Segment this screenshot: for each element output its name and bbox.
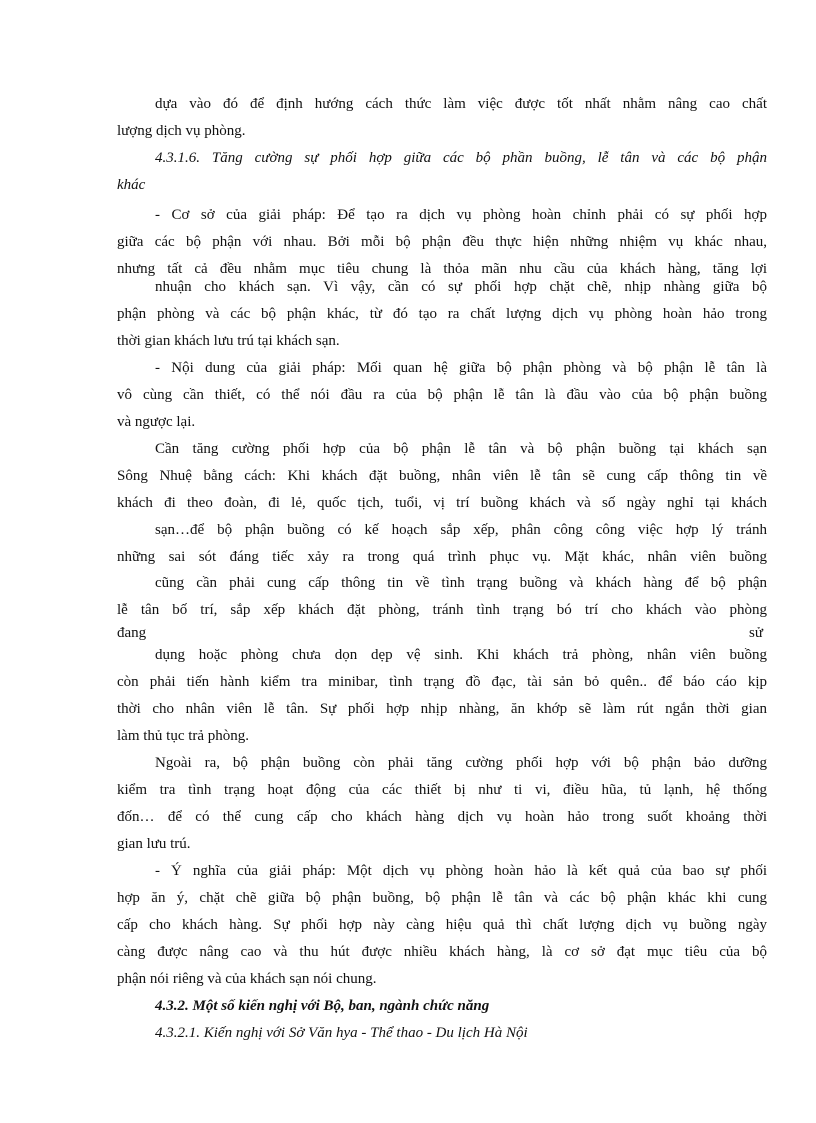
text-line: cũng cần phải cung cấp thông tin về tình trạng buồng và khách hàng để bộ phận — [155, 575, 767, 591]
section-heading-4-3-1-6: 4.3.1.6. Tăng cường sự phối hợp giữa các bộ phần buồng, lễ tân và các bộ phận — [155, 150, 767, 166]
text-line: dụng hoặc phòng chưa dọn dẹp vệ sinh. Khi khách trả phòng, nhân viên buồng — [155, 647, 767, 663]
text-line: nhưng tất cả đều nhằm mục tiêu chung là thỏa mãn nhu cầu của khách hàng, tăng lợi — [117, 261, 767, 277]
text-line: đang — [117, 625, 147, 641]
text-line: sạn…để bộ phận buồng có kế hoạch sắp xếp, phân công công việc hợp lý tránh — [155, 522, 767, 538]
section-heading-continuation: khác — [117, 177, 146, 193]
text-line: còn phải tiến hành kiểm tra minibar, tình trạng đồ đạc, tài sản bỏ quên.. để báo cáo kịp — [117, 674, 767, 690]
text-line: Cần tăng cường phối hợp của bộ phận lễ tân và bộ phận buồng tại khách sạn — [155, 441, 767, 457]
text-line: lễ tân bố trí, sắp xếp khách đặt phòng, tránh tình trạng bó trí cho khách vào phòng — [117, 602, 767, 618]
section-heading-4-3-2-1: 4.3.2.1. Kiến nghị với Sở Văn hya - Thể thao - Du lịch Hà Nội — [155, 1025, 528, 1041]
text-line: thời cho nhân viên lễ tân. Sự phối hợp nhịp nhàng, ăn khớp sẽ làm rút ngắn thời gian — [117, 701, 767, 717]
text-line: kiểm tra tình trạng hoạt động của các thiết bị như ti vi, điều hũa, tủ lạnh, hệ thống — [117, 782, 767, 798]
text-line: - Cơ sở của giải pháp: Để tạo ra dịch vụ phòng hoàn chỉnh phải có sự phối hợp — [155, 207, 767, 223]
text-line: thời gian khách lưu trú tại khách sạn. — [117, 333, 340, 349]
text-line: đốn… để có thể cung cấp cho khách hàng dịch vụ hoàn hảo trong suốt khoảng thời — [117, 809, 767, 825]
text-line: càng được nâng cao và thu hút được nhiều khách hàng, là cơ sở đạt mục tiêu của bộ — [117, 944, 767, 960]
text-line: phận nói riêng và của khách sạn nói chung. — [117, 971, 377, 987]
text-line: gian lưu trú. — [117, 836, 191, 852]
text-line: giữa các bộ phận với nhau. Bởi mỗi bộ phận đều thực hiện những nhiệm vụ khác nhau, — [117, 234, 767, 250]
text-line: làm thủ tục trả phòng. — [117, 728, 250, 744]
section-heading-4-3-2: 4.3.2. Một số kiến nghị với Bộ, ban, ngành chức năng — [155, 998, 490, 1014]
text-line: lượng dịch vụ phòng. — [117, 123, 246, 139]
text-line: khách đi theo đoàn, đi lẻ, quốc tịch, tuổi, vị trí buồng khách và số ngày nghỉ tại khách — [117, 495, 767, 511]
text-line: Ngoài ra, bộ phận buồng còn phải tăng cường phối hợp với bộ phận bảo dưỡng — [155, 755, 767, 771]
text-line: những sai sót đáng tiếc xảy ra trong quá trình phục vụ. Mặt khác, nhân viên buồng — [117, 549, 767, 565]
text-line: - Ý nghĩa của giải pháp: Một dịch vụ phòng hoàn hảo là kết quả của bao sự phối — [155, 863, 767, 879]
text-line: phận phòng và các bộ phận khác, từ đó tạo ra chất lượng dịch vụ phòng hoàn hảo trong — [117, 306, 767, 322]
text-line: cấp cho khách hàng. Sự phối hợp này càng hiệu quả thì chất lượng dịch vụ buồng ngày — [117, 917, 767, 933]
text-line: sử — [749, 625, 763, 641]
text-line: vô cùng cần thiết, có thể nói đầu ra của bộ phận lễ tân là đầu vào của bộ phận buồng — [117, 387, 767, 403]
text-line: nhuận cho khách sạn. Vì vậy, cần có sự phối hợp chặt chẽ, nhịp nhàng giữa bộ — [155, 279, 767, 295]
text-line: Sông Nhuệ bằng cách: Khi khách đặt buồng, nhân viên lễ tân sẽ cung cấp thông tin về — [117, 468, 767, 484]
text-line: và ngược lại. — [117, 414, 196, 430]
text-line: dựa vào đó để định hướng cách thức làm việc được tốt nhất nhằm nâng cao chất — [155, 96, 767, 112]
text-line: hợp ăn ý, chặt chẽ giữa bộ phận buồng, bộ phận lễ tân và các bộ phận khác khi cung — [117, 890, 767, 906]
text-line: - Nội dung của giải pháp: Mối quan hệ giữa bộ phận phòng và bộ phận lễ tân là — [155, 360, 767, 376]
